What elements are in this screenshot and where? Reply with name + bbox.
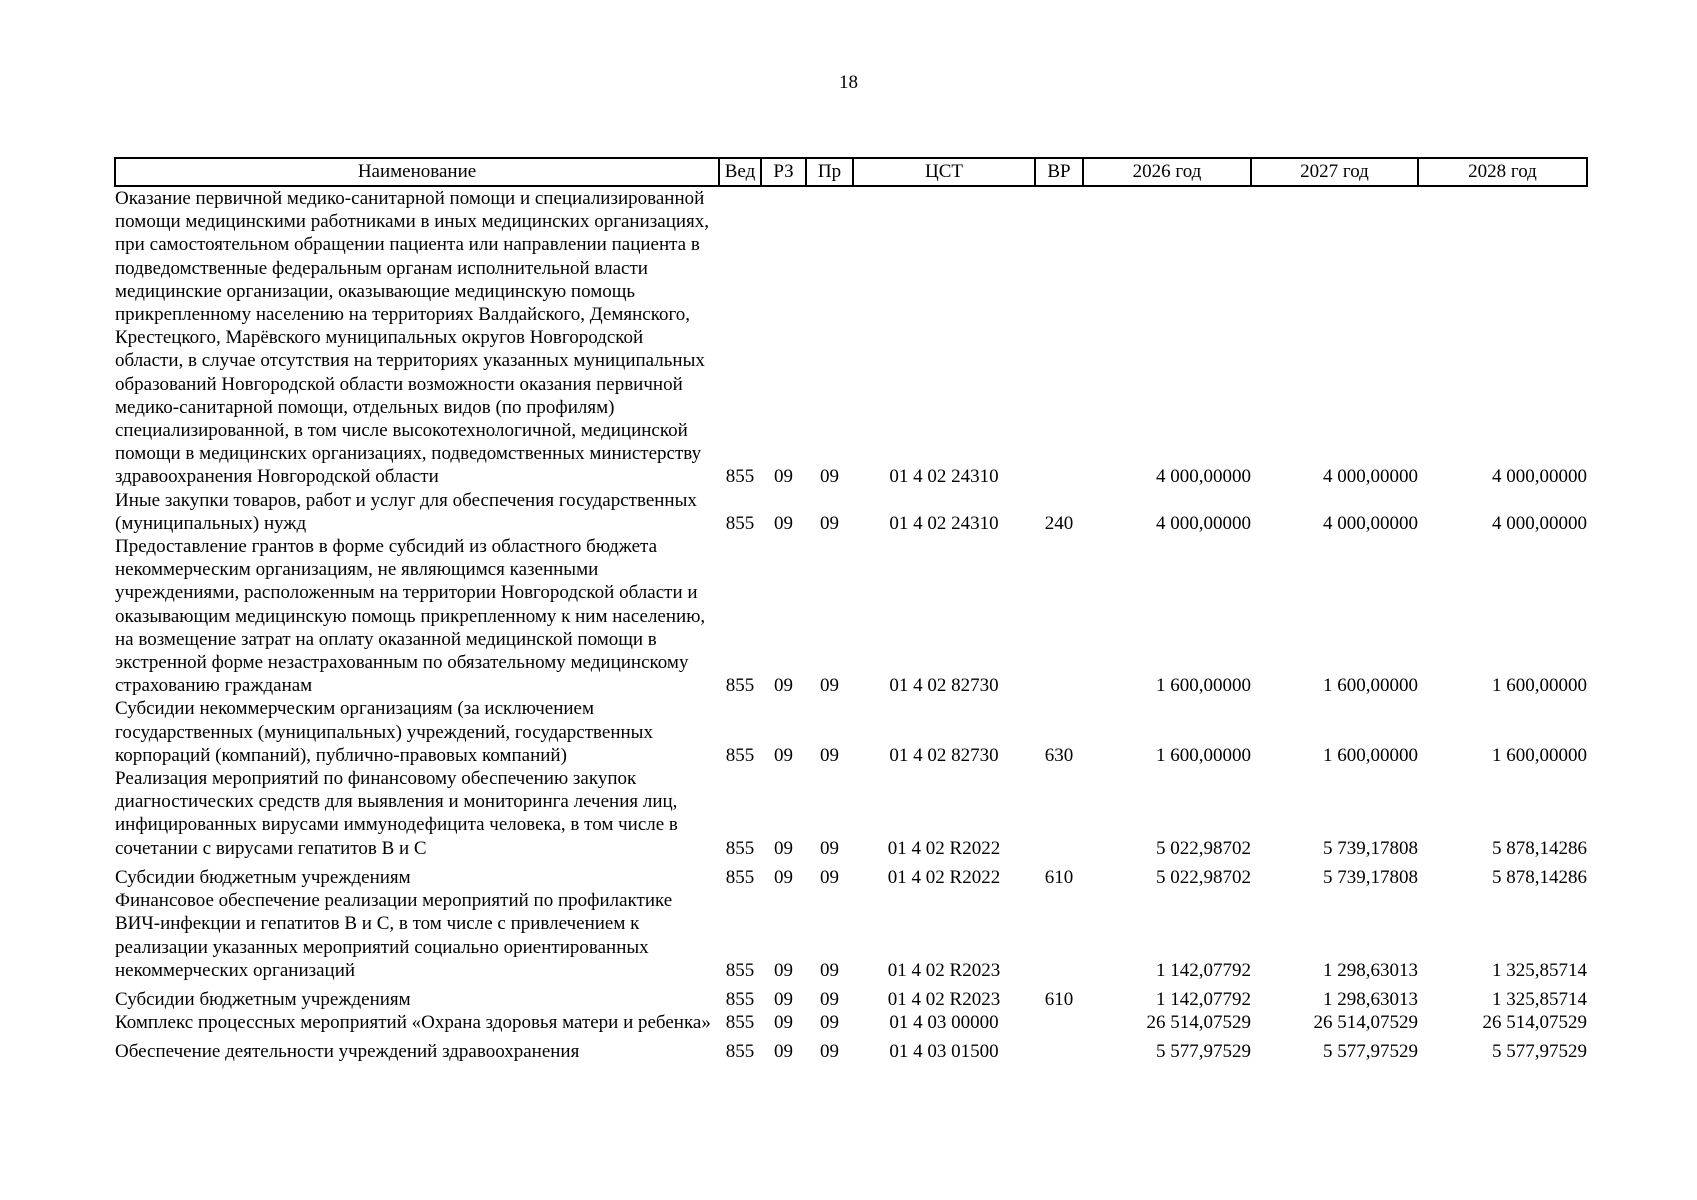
row-rz: 09: [774, 988, 793, 1010]
row-2027: 5 739,17808: [1323, 866, 1418, 888]
row-ved: 855: [725, 744, 755, 766]
row-vr: [1035, 889, 1083, 982]
row-2026: 4 000,00000: [1156, 466, 1251, 488]
row-pr: 09: [820, 988, 839, 1010]
row-pr: 09: [820, 466, 839, 488]
row-cst: 01 4 02 24310: [889, 466, 999, 488]
row-pr: 09: [820, 959, 839, 981]
row-2028: 1 325,85714: [1492, 959, 1587, 981]
header-cst: ЦСТ: [853, 158, 1035, 186]
row-2027: 5 577,97529: [1323, 1041, 1418, 1063]
row-2028: 1 325,85714: [1492, 988, 1587, 1010]
row-2028: 1 600,00000: [1492, 744, 1587, 766]
row-rz: 09: [774, 675, 793, 697]
row-2028: 5 577,97529: [1492, 1041, 1587, 1063]
row-ved: 855: [725, 1012, 755, 1034]
row-name: Субсидии бюджетным учреждениям: [115, 866, 411, 888]
header-2028: 2028 год: [1418, 158, 1587, 186]
row-ved: 855: [725, 512, 755, 534]
row-cst: 01 4 02 24310: [889, 512, 999, 534]
header-pr: Пр: [806, 158, 853, 186]
row-2027: 1 298,63013: [1323, 959, 1418, 981]
row-2028: 1 600,00000: [1492, 675, 1587, 697]
row-2026: 1 600,00000: [1156, 675, 1251, 697]
row-rz: 09: [774, 1012, 793, 1034]
row-ved: 855: [725, 837, 755, 859]
table-row: [115, 1034, 1587, 1063]
row-name: Иные закупки товаров, работ и услуг для обеспечения государственных (муниципальных) нужд: [115, 489, 697, 534]
row-vr: [1035, 767, 1083, 860]
row-2026: 1 142,07792: [1156, 988, 1251, 1010]
row-cst: 01 4 02 82730: [889, 675, 999, 697]
row-rz: 09: [774, 1041, 793, 1063]
row-2027: 5 739,17808: [1323, 837, 1418, 859]
page-number: 18: [839, 72, 858, 93]
row-vr: 610: [1044, 988, 1074, 1010]
row-rz: 09: [774, 959, 793, 981]
row-2028: 4 000,00000: [1492, 466, 1587, 488]
row-vr: [1035, 535, 1083, 697]
row-rz: 09: [774, 512, 793, 534]
row-cst: 01 4 02 R2023: [887, 959, 1001, 981]
row-vr: 240: [1044, 512, 1074, 534]
row-ved: 855: [725, 866, 755, 888]
row-2026: 5 577,97529: [1156, 1041, 1251, 1063]
row-pr: 09: [820, 512, 839, 534]
row-vr: [1035, 186, 1083, 489]
table-row: [115, 489, 1587, 535]
header-2027: 2027 год: [1251, 158, 1418, 186]
row-2026: 1 600,00000: [1156, 744, 1251, 766]
row-ved: 855: [725, 959, 755, 981]
budget-table: [114, 157, 1588, 1064]
row-2027: 1 600,00000: [1323, 675, 1418, 697]
row-name: Реализация мероприятий по финансовому обеспечению закупок диагностических средств для выявления и мониторинга лечения лиц, инфицированных вирусами иммунодефицита человека, в том числе в сочетании с вирусами гепатитов В и С: [115, 768, 678, 859]
row-vr: [1035, 1011, 1083, 1034]
row-name: Субсидии некоммерческим организациям (за исключением государственных (муниципальных) учреждений, государственных корпораций (компаний), публично-правовых компаний): [115, 698, 653, 766]
row-ved: 855: [725, 1041, 755, 1063]
row-pr: 09: [820, 1012, 839, 1034]
row-pr: 09: [820, 675, 839, 697]
row-cst: 01 4 02 R2023: [887, 988, 1001, 1010]
row-pr: 09: [820, 1041, 839, 1063]
row-2026: 4 000,00000: [1156, 512, 1251, 534]
row-ved: 855: [725, 988, 755, 1010]
row-2026: 26 514,07529: [1146, 1012, 1251, 1034]
row-name: Предоставление грантов в форме субсидий из областного бюджета некоммерческим организациям, не являющимся казенными учреждениями, расположенным на территории Новгородской области и оказывающим медицинскую помощь прикрепленному к ним населению, на возмещение затрат на оплату оказанной медицинской помощи в экстренной форме незастрахованным по обязательному медицинскому страхованию гражданам: [115, 536, 706, 697]
header-ved: Вед: [719, 158, 761, 186]
row-2028: 26 514,07529: [1482, 1012, 1587, 1034]
row-name: Обеспечение деятельности учреждений здравоохранения: [115, 1041, 580, 1063]
row-ved: 855: [725, 675, 755, 697]
header-rz: РЗ: [761, 158, 806, 186]
row-name: Комплекс процессных мероприятий «Охрана здоровья матери и ребенка»: [115, 1012, 711, 1034]
row-2028: 4 000,00000: [1492, 512, 1587, 534]
row-pr: 09: [820, 866, 839, 888]
header-2026: 2026 год: [1083, 158, 1251, 186]
row-pr: 09: [820, 744, 839, 766]
table-row: [115, 697, 1587, 767]
row-cst: 01 4 03 01500: [889, 1041, 999, 1063]
row-name: Финансовое обеспечение реализации мероприятий по профилактике ВИЧ-инфекции и гепатитов В и С, в том числе с привлечением к реализации указанных мероприятий социально ориентированных некоммерческих организаций: [115, 890, 673, 981]
table-row: [115, 1011, 1587, 1034]
row-cst: 01 4 02 82730: [889, 744, 999, 766]
row-vr: 610: [1044, 866, 1074, 888]
table-row: [115, 860, 1587, 889]
row-2028: 5 878,14286: [1492, 866, 1587, 888]
table-header-row: [115, 158, 1587, 186]
header-vr: ВР: [1035, 158, 1083, 186]
row-name: Субсидии бюджетным учреждениям: [115, 988, 411, 1010]
table-row: [115, 186, 1587, 489]
row-cst: 01 4 02 R2022: [887, 866, 1001, 888]
row-2026: 5 022,98702: [1156, 866, 1251, 888]
row-2026: 5 022,98702: [1156, 837, 1251, 859]
row-2027: 4 000,00000: [1323, 466, 1418, 488]
table-row: [115, 535, 1587, 697]
row-2027: 26 514,07529: [1313, 1012, 1418, 1034]
table-row: [115, 982, 1587, 1011]
row-cst: 01 4 03 00000: [889, 1012, 999, 1034]
table-row: [115, 889, 1587, 982]
row-rz: 09: [774, 866, 793, 888]
row-2027: 4 000,00000: [1323, 512, 1418, 534]
row-rz: 09: [774, 744, 793, 766]
row-pr: 09: [820, 837, 839, 859]
header-name: Наименование: [115, 158, 719, 186]
row-ved: 855: [725, 466, 755, 488]
row-2027: 1 600,00000: [1323, 744, 1418, 766]
row-cst: 01 4 02 R2022: [887, 837, 1001, 859]
row-2027: 1 298,63013: [1323, 988, 1418, 1010]
row-rz: 09: [774, 837, 793, 859]
table-row: [115, 767, 1587, 860]
row-2026: 1 142,07792: [1156, 959, 1251, 981]
row-2028: 5 878,14286: [1492, 837, 1587, 859]
row-vr: 630: [1044, 744, 1074, 766]
row-name: Оказание первичной медико-санитарной помощи и специализированной помощи медицинскими работниками в иных медицинских организациях, при самостоятельном обращении пациента или направлении пациента в подведомственные федеральным органам исполнительной власти медицинские организации, оказывающие медицинскую помощь прикрепленному населению на территориях Валдайского, Демянского, Крестецкого, Марёвского муниципальных округов Новгородской области, в случае отсутствия на территориях указанных муниципальных образований Новгородской области возможности оказания первичной медико-санитарной помощи, отдельных видов (по профилям) специализированной, в том числе высокотехнологичной, медицинской помощи в медицинских организациях, подведомственных министерству здравоохранения Новгородской области: [115, 188, 710, 488]
row-rz: 09: [774, 466, 793, 488]
row-vr: [1035, 1034, 1083, 1063]
